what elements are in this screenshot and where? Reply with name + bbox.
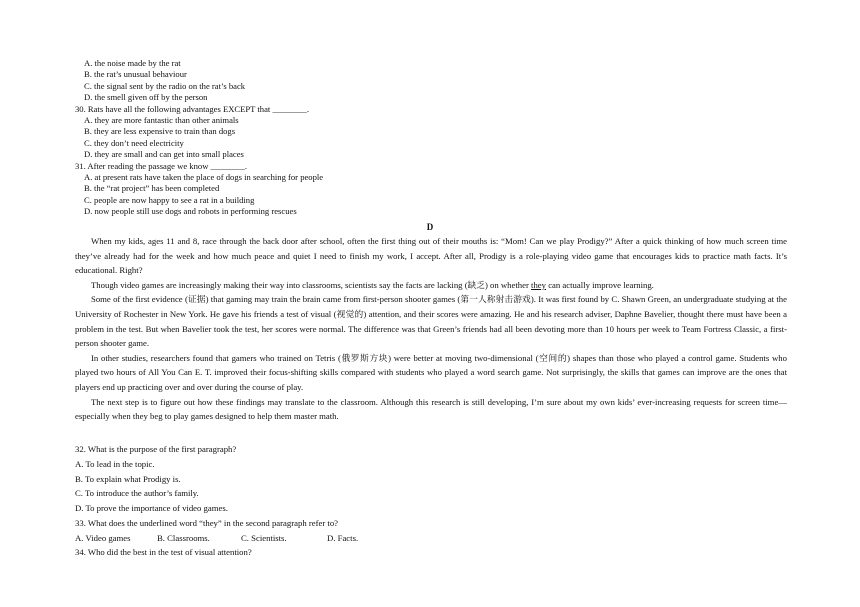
q32-stem: 32. What is the purpose of the first paragraph? (75, 444, 237, 454)
q31-option-d: D. now people still use dogs and robots in performing rescues (84, 206, 297, 217)
p2-text-after: can actually improve learning. (546, 279, 654, 290)
q30-option-d: D. they are small and can get into small places (84, 149, 244, 160)
q29-option-b: B. the rat’s unusual behaviour (84, 69, 187, 80)
q30-option-b: B. they are less expensive to train than dogs (84, 126, 236, 137)
q32-option-c: C. To introduce the author’s family. (75, 488, 199, 499)
q31-option-c: C. people are now happy to see a rat in a building (84, 194, 255, 205)
passage-paragraph-5: The next step is to figure out how these findings may translate to the classroom. Although this research is still developing, I’m sure about my own kids’ ever-increasing requests for screen time—especially when they beg to play games designed to help them master math. (75, 396, 787, 422)
q33-option-c: C. Scientists. (241, 532, 287, 543)
q30-stem: 30. Rats have all the following advantages EXCEPT that ________. (75, 103, 309, 114)
q29-option-d: D. the smell given off by the person (84, 92, 208, 103)
passage (75, 234, 787, 424)
q29-option-c: C. the signal sent by the radio on the rat’s back (84, 80, 246, 91)
q33-stem: 33. What does the underlined word “they” in the second paragraph refer to? (75, 517, 339, 528)
passage-paragraph-4: In other studies, researchers found that gamers who trained on Tetris (俄罗斯方块) were better at moving two-dimensional (空间的) shapes than those who played a control game. Students who played two hours of All You Can E. T. improved their focus-shifting skills compared with students who played a word search game. Not surprisingly, the skills that games can improve are the ones that players end up practicing over and over during the course of play. (75, 352, 787, 392)
questions (75, 442, 787, 560)
q30-option-c: C. they don’t need electricity (84, 137, 184, 148)
passage-paragraph-3: Some of the first evidence (证据) that gaming may train the brain came from first-person shooter games (第一人称射击游戏). It was first found by C. Shawn Green, an undergraduate studying at the University of Rochester in New York. He gave his friends a test of visual (视觉的) attention, and their scores were amazing. He and his research adviser, Daphne Bavelier, thought there must have been a problem in the test. But when Bavelier took the test, her scores were normal. The difference was that Green’s friends had all been devoting more than 10 hours per week to Team Fortress Classic, a first-person shooter game. (75, 294, 787, 349)
q33-option-a: A. Video games (75, 532, 131, 543)
q33-option-d: D. Facts. (327, 532, 359, 543)
underlined-word: they (531, 279, 547, 290)
q29-option-a: A. the noise made by the rat (84, 58, 181, 68)
q32-option-a: A. To lead in the topic. (75, 458, 155, 469)
passage-paragraph-2 (75, 278, 787, 293)
q31-option-a: A. at present rats have taken the place of dogs in searching for people (84, 172, 324, 183)
q31-option-b: B. the “rat project” has been completed (84, 183, 220, 194)
q33-options (75, 531, 787, 546)
section-heading: D (426, 222, 434, 232)
passage-paragraph-1: When my kids, ages 11 and 8, race through the back door after school, often the first thing out of their mouths is: “Mom! Can we play Prodigy?” After a quick thinking of how much screen time they’ve already had for the week and how much peace and quiet I need to finish my work, I accept. After all, Prodigy is a role-playing video game that encourages kids to practice math facts. It’s educational. Right? (75, 236, 787, 276)
q34-stem: 34. Who did the best in the test of visual attention? (75, 547, 252, 558)
q33-option-b: B. Classrooms. (157, 532, 210, 543)
q31-stem: 31. After reading the passage we know ________. (75, 160, 248, 171)
q32-option-b: B. To explain what Prodigy is. (75, 473, 181, 484)
q30-option-a: A. they are more fantastic than other animals (84, 115, 239, 126)
p2-text-before: Though video games are increasingly making their way into classrooms, scientists say the facts are lacking (缺乏) on whether (91, 279, 532, 290)
previous-questions (75, 58, 775, 218)
q32-option-d: D. To prove the importance of video games. (75, 503, 228, 513)
